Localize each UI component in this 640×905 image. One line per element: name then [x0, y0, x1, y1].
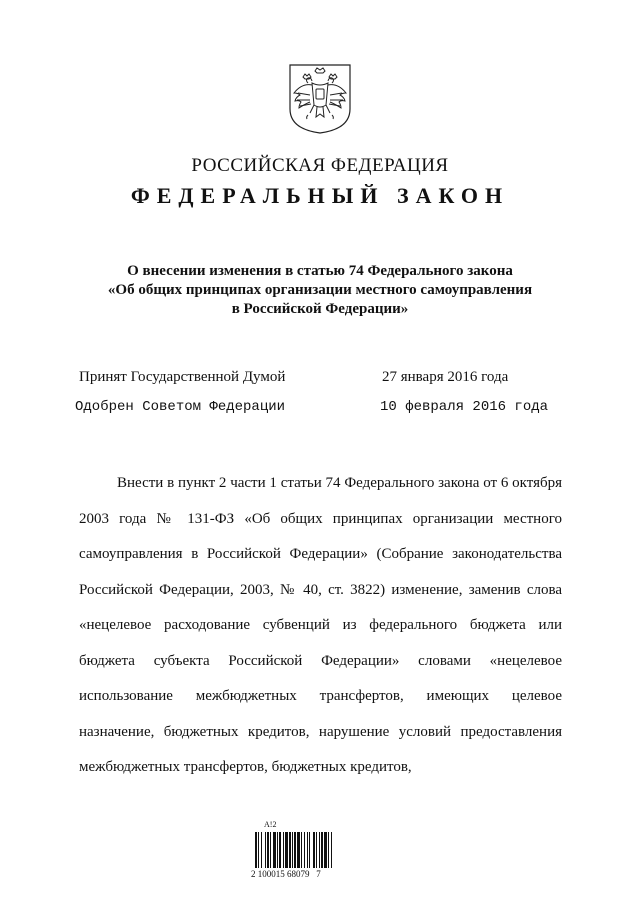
barcode-mark: A!2	[264, 820, 277, 829]
law-title-line: в Российской Федерации»	[231, 301, 409, 317]
barcode-bar	[283, 832, 284, 868]
adopted-label: Принят Государственной Думой	[79, 369, 286, 385]
barcode	[251, 820, 371, 880]
barcode-bar	[324, 832, 327, 868]
barcode-bar	[261, 832, 262, 868]
barcode-bar	[294, 832, 296, 868]
barcode-bar	[319, 832, 320, 868]
adopted-date: 27 января 2016 года	[382, 369, 509, 385]
barcode-bar	[279, 832, 281, 868]
barcode-bar	[316, 832, 317, 868]
document-type: ФЕДЕРАЛЬНЫЙ ЗАКОН	[130, 183, 510, 208]
approved-label: Одобрен Советом Федерации	[75, 399, 286, 415]
barcode-bar	[267, 832, 269, 868]
law-body	[79, 466, 562, 786]
law-title-line: «Об общих принципах организации местного самоуправления	[107, 282, 533, 298]
barcode-bar	[321, 832, 323, 868]
barcode-bar	[328, 832, 329, 868]
barcode-bar	[307, 832, 308, 868]
barcode-bar	[270, 832, 271, 868]
barcode-bar	[313, 832, 315, 868]
approved-date: 10 февраля 2016 года	[380, 399, 549, 415]
barcode-bar	[289, 832, 291, 868]
barcode-bar	[301, 832, 302, 868]
country-name: РОССИЙСКАЯ ФЕДЕРАЦИЯ	[191, 155, 449, 176]
law-title-line: О внесении изменения в статью 74 Федерального закона	[127, 263, 513, 279]
barcode-bar	[304, 832, 305, 868]
barcode-bar	[265, 832, 266, 868]
barcode-bar	[285, 832, 288, 868]
barcode-bar	[273, 832, 276, 868]
barcode-bar	[331, 832, 332, 868]
body-paragraph: Внести в пункт 2 части 1 статьи 74 Федерального закона от 6 октября 2003 года № 131-ФЗ «Об общих принципах организации местного самоуправления в Российской Федерации» (Собрание законодательства Российской Федерации, 2003, № 40, ст. 3822) изменение, заменив слова «нецелевое расходование субвенций из федерального бюджета или бюджета субъекта Российской Федерации» словами «нецелевое использование межбюджетных трансфертов, имеющих целевое назначение, бюджетных кредитов, нарушение условий предоставления межбюджетных трансфертов, бюджетных кредитов,	[79, 475, 562, 775]
barcode-bar	[297, 832, 300, 868]
barcode-bar	[309, 832, 310, 868]
barcode-number: 2 100015 68079 7	[251, 869, 321, 879]
law-title	[60, 262, 580, 319]
barcode-bar	[292, 832, 293, 868]
coat-of-arms-emblem	[288, 63, 352, 135]
barcode-bar	[258, 832, 259, 868]
barcode-bar	[277, 832, 278, 868]
barcode-bar	[255, 832, 257, 868]
